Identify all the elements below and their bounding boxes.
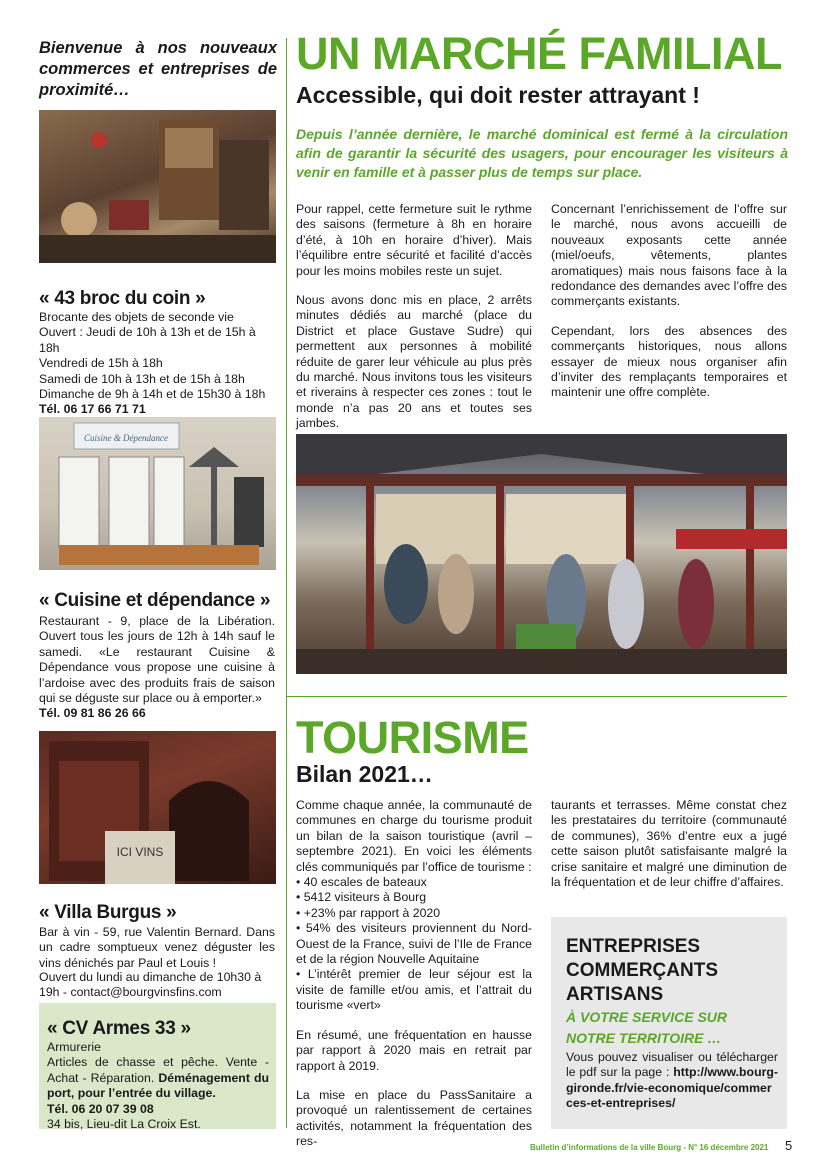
tourisme-bullet: • +23% par rapport à 2020 [296, 905, 441, 920]
section-divider [286, 696, 787, 697]
cv-armes-box [39, 1003, 276, 1132]
marche-col1-p2: Nous avons donc mis en place, 2 arrêts minutes dédiés au marché (place du District et place Gustave Sudre) qui permettent aux personnes à mobilité réduite de garer leur véhicule au plus près du marché. Nous invitons tous les visiteurs et riverains à respecter ces zones : tout le monde n’a pas 20 ans et toutes ses jambes. [296, 293, 532, 431]
box-subtitle: À VOTRE SERVICE SUR NOTRE TERRITOIRE … [566, 1009, 728, 1046]
column-divider [286, 38, 287, 1128]
tourisme-intro: Comme chaque année, la communauté de communes en charge du tourisme produit un bilan de la saison touristique (avril – septembre 2021). En voici les éléments clés communiqués par l’office de tourisme : [296, 798, 532, 874]
biz4-line1: Armurerie [47, 1040, 101, 1054]
biz3-hours: Ouvert du lundi au dimanche de 10h30 à 19h - contact@bourgvinsfins.com [39, 970, 262, 1000]
tourisme-bullet: • 54% des visiteurs proviennent du Nord-Ouest de la France, suivi de l’Ile de France et de la région Nouvelle Aquitaine [296, 921, 532, 967]
market-photo [296, 434, 787, 674]
biz2-title: « Cuisine et dépendance » [39, 590, 271, 611]
tourisme-bullet: • L’intérêt premier de leur séjour est la visite de famille et/ou amis, et l’attrait du tourisme «vert» [296, 967, 532, 1013]
marche-col1 [296, 202, 532, 432]
brocante-illustration [39, 110, 276, 263]
biz4-text [47, 1040, 269, 1132]
marche-col2 [551, 202, 787, 401]
marche-col2-p1: Concernant l’enrichissement de l’offre sur le marché, nous avons accueilli de nouveaux exposants cette année (miel/oeufs, vêtements, plantes aromatiques) mais nous faisons face à la redondance des demandes avec l’offre des commerçants existants. [551, 202, 787, 309]
marche-lead: Depuis l’année dernière, le marché dominical est fermé à la circulation afin de garantir la sécurité des usagers, pour encourager les visiteurs à venir en famille et à passer plus de temps sur place. [296, 126, 788, 180]
biz4-line2: Articles de chasse et pêche. Vente - Achat - Réparation. [47, 1055, 269, 1085]
marche-col1-p1: Pour rappel, cette fermeture suit le rythme des saisons (fermeture à 8h en horaire d’été, à 10h en horaire d’hiver). Mais l’équilibre entre sécurité et facilité d’accès pour les moins mobiles reste un sujet. [296, 202, 532, 278]
box-title-line: ENTREPRISES [566, 936, 701, 957]
box-text-body: Vous pouvez visualiser ou télécharger le pdf sur la page : [566, 1050, 778, 1080]
tourisme-col1 [296, 798, 532, 1150]
biz1-details [39, 310, 279, 418]
cuisine-photo [39, 417, 276, 570]
tourisme-title: TOURISME [296, 712, 529, 763]
biz1-line: Vendredi de 15h à 18h [39, 356, 163, 371]
biz3-text: Bar à vin - 59, rue Valentin Bernard. Dans un cadre somptueux venez déguster les vins dénichés par Paul et Louis ! [39, 925, 275, 970]
biz2-text: Restaurant - 9, place de la Libération. Ouvert tous les jours de 12h à 14h sauf le samedi. «Le restaurant Cuisine & Dépendance vous propose une cuisine à l’ardoise avec des produits frais de saison qui se déguste sur place ou à emporter.» [39, 614, 275, 706]
biz1-line: Samedi de 10h à 13h et de 15h à 18h [39, 371, 245, 386]
box-title [566, 935, 718, 1007]
marche-subtitle: Accessible, qui doit rester attrayant ! [296, 82, 700, 108]
tourisme-p3: La mise en place du PassSanitaire a provoqué un ralentissement de certaines activités, notamment la fréquentation des res- [296, 1087, 532, 1149]
biz1-line: Dimanche de 9h à 14h et de 15h30 à 18h [39, 387, 266, 402]
biz3-title: « Villa Burgus » [39, 902, 177, 923]
tourisme-p2: En résumé, une fréquentation en hausse par rapport à 2020 mais en retrait par rapport à 2019. [296, 1027, 532, 1073]
biz4-addr: 34 bis, Lieu-dit La Croix Est. [47, 1117, 201, 1132]
tourisme-bullet: • 40 escales de bateaux [296, 875, 427, 890]
biz1-line: Brocante des objets de seconde vie [39, 310, 234, 324]
box-link[interactable]: http://www.bourg-gironde.fr/vie-economique/commerces-et-entreprises/ [566, 1065, 778, 1111]
tourisme-bullet: • 5412 visiteurs à Bourg [296, 890, 427, 905]
box-text [566, 1050, 778, 1112]
biz4-tel: Tél. 06 20 07 39 08 [47, 1101, 154, 1116]
box-title-line: COMMERÇANTS [566, 960, 718, 981]
cuisine-sign: Cuisine & Dépendance [84, 433, 168, 443]
entreprises-box [551, 917, 787, 1129]
biz1-tel: Tél. 06 17 66 71 71 [39, 402, 146, 417]
biz2-tel: Tél. 09 81 86 26 66 [39, 706, 146, 720]
biz1-line: Ouvert : Jeudi de 10h à 13h et de 15h à 18h [39, 325, 256, 355]
sidebar-intro: Bienvenue à nos nouveaux commerces et entreprises de proximité… [39, 39, 277, 99]
biz4-bold: Déménagement du port, pour l’entrée du village. [47, 1070, 270, 1101]
box-title-line: ARTISANS [566, 984, 664, 1005]
brocante-photo [39, 110, 276, 263]
market-illustration [296, 434, 787, 674]
page-number: 5 [785, 1138, 793, 1153]
tourisme-subtitle: Bilan 2021… [296, 761, 433, 787]
villa-photo [39, 731, 276, 884]
footer-text: Bulletin d’informations de la ville Bourg - N° 16 décembre 2021 [530, 1143, 769, 1152]
biz1-title: « 43 broc du coin » [39, 288, 206, 309]
marche-title: UN MARCHÉ FAMILIAL [296, 28, 782, 79]
tourisme-col2: taurants et terrasses. Même constat chez les prestataires du territoire (communauté de communes), 36% d’entre eux a jugé cette saison plutôt satisfaisante malgré la crise sanitaire et malgré une diminution de la fréquentation et de leur chiffre d’affaires. [551, 798, 787, 890]
marche-col2-p2: Cependant, lors des absences des commerçants historiques, nous allons essayer de mieux nous organiser afin d’inviter des remplaçants temporaires et maintenir une offre complète. [551, 323, 787, 400]
villa-sign: ICI VINS [116, 845, 164, 859]
cuisine-illustration [39, 417, 276, 570]
villa-illustration [39, 731, 276, 884]
biz4-title: « CV Armes 33 » [47, 1018, 191, 1039]
